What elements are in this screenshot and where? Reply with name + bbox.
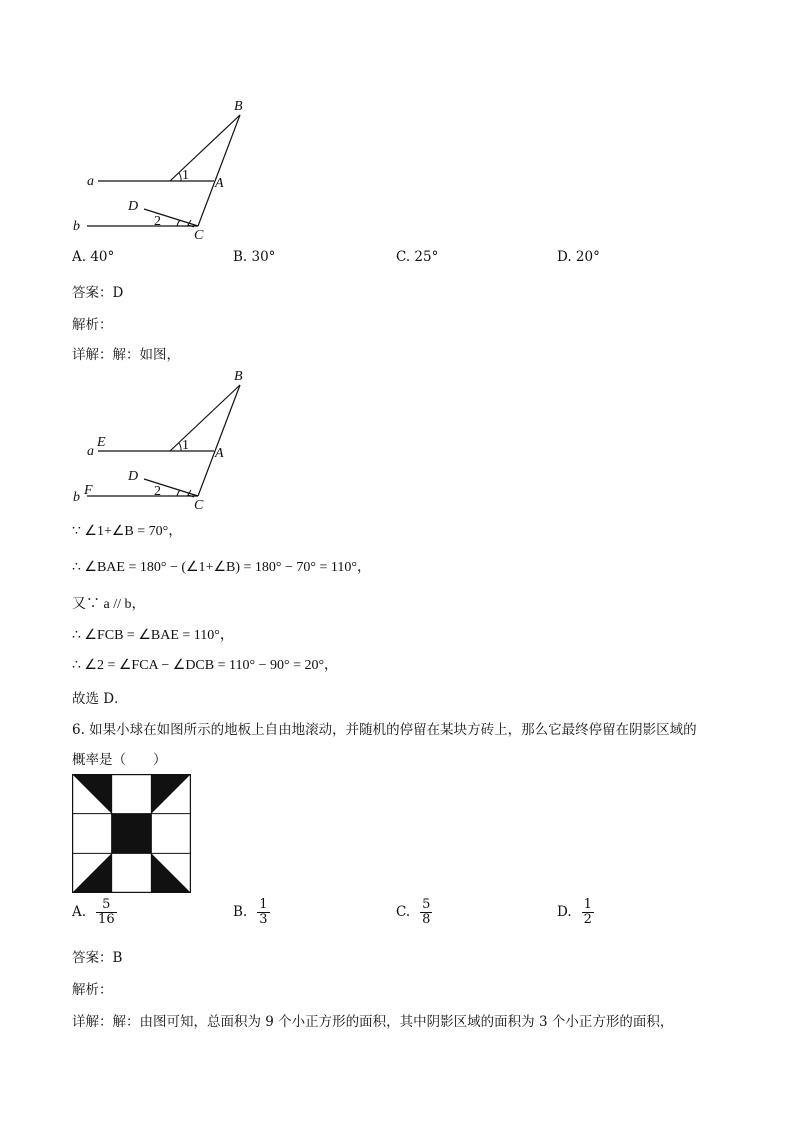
label-A: A (215, 176, 224, 191)
fraction: $\frac{5}{8}$ (422, 897, 431, 927)
q6-answer: 答案：B (72, 950, 123, 966)
step-4: ∴ ∠FCB = ∠BAE = 110°， (72, 628, 234, 643)
label-D: D (128, 469, 139, 484)
label-A: A (215, 446, 224, 461)
step-1: ∵ ∠1+∠B = 70°， (72, 524, 183, 539)
label-E: E (97, 435, 106, 450)
q6-option-b[interactable]: B. $\frac{1}{3}$ (233, 897, 268, 927)
label-B: B (234, 369, 243, 384)
q5-option-d[interactable]: D. 20° (557, 249, 600, 265)
label-angle-1: 1 (182, 168, 189, 183)
tile-floor-figure (72, 774, 191, 893)
label-D: D (128, 199, 139, 214)
label-C: C (194, 228, 204, 243)
q6-option-d[interactable]: D. $\frac{1}{2}$ (557, 897, 592, 927)
q5-option-a[interactable]: A. 40° (72, 249, 115, 265)
label-angle-2: 2 (154, 484, 161, 499)
q5-option-c[interactable]: C. 25° (396, 249, 439, 265)
fraction: $\frac{1}{2}$ (583, 897, 592, 927)
q6-option-a[interactable]: A. $\frac{5}{16}$ (72, 897, 115, 927)
label-line-b: b (73, 219, 80, 234)
step-3: 又∵ a // b， (72, 597, 146, 612)
label-line-a: a (87, 174, 94, 189)
q6-question-line-1: 6. 如果小球在如图所示的地板上自由地滚动，并随机的停留在某块方砖上，那么它最终停留在阴影区域的 (72, 722, 697, 738)
q5-analysis: 解析： (72, 317, 113, 333)
label-F: F (84, 483, 93, 498)
label-line-b: b (73, 490, 80, 505)
label-line-a: a (87, 444, 94, 459)
step-6: 故选 D． (72, 691, 128, 707)
label-angle-2: 2 (154, 214, 161, 229)
fraction: $\frac{5}{16}$ (98, 897, 115, 927)
q6-detail: 详解：解：由图可知，总面积为 9 个小正方形的面积，其中阴影区域的面积为 3 个小正方形的面积， (72, 1014, 674, 1030)
q5-answer: 答案：D (72, 285, 124, 301)
label-C: C (194, 498, 204, 513)
q6-analysis: 解析： (72, 982, 113, 998)
label-B: B (234, 99, 243, 114)
triangle-figure-2 (60, 365, 260, 515)
triangle-figure-1 (60, 95, 260, 245)
step-2: ∴ ∠BAE = 180° − (∠1+∠B) = 180° − 70° = 110°， (72, 560, 371, 575)
q5-option-b[interactable]: B. 30° (233, 249, 276, 265)
label-angle-1: 1 (182, 438, 189, 453)
q6-option-c[interactable]: C. $\frac{5}{8}$ (396, 897, 431, 927)
fraction: $\frac{1}{3}$ (259, 897, 268, 927)
q6-question-line-2: 概率是（ ） (72, 752, 167, 768)
step-5: ∴ ∠2 = ∠FCA − ∠DCB = 110° − 90° = 20°， (72, 658, 339, 673)
q5-detail: 详解：解：如图， (72, 347, 180, 363)
